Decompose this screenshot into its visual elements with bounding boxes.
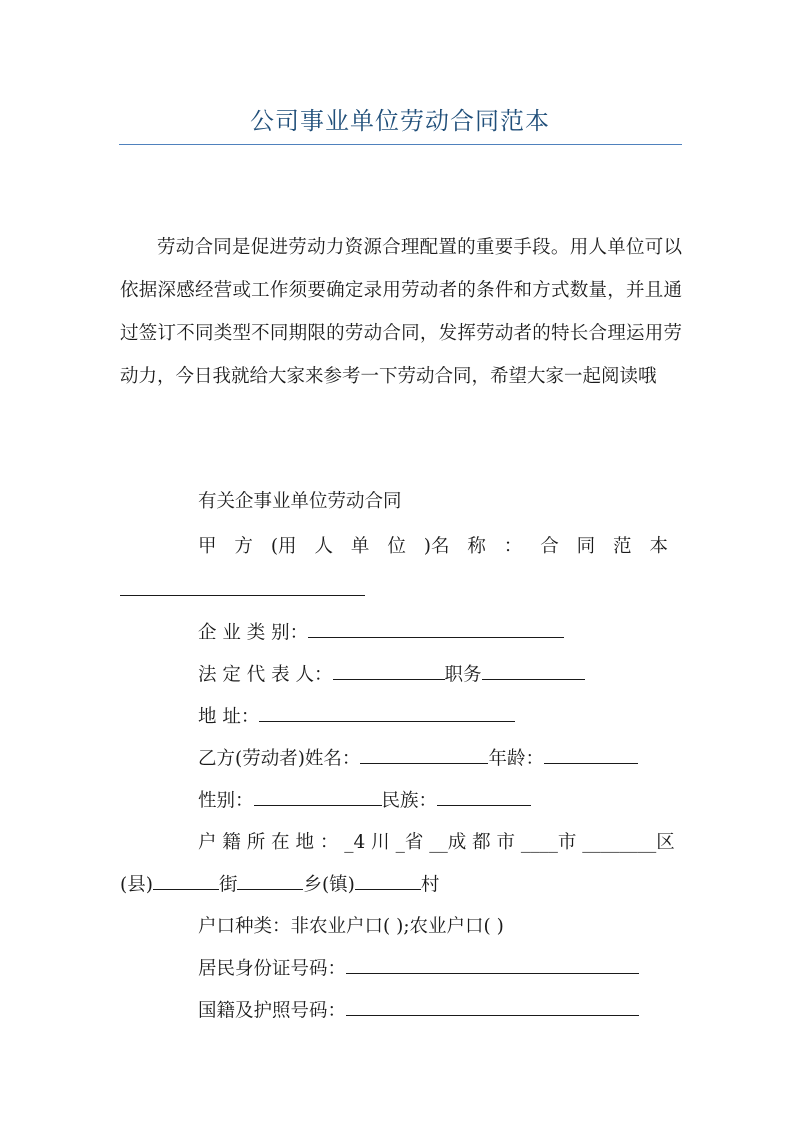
gender-blank: [254, 786, 382, 806]
party-a-char: 位: [387, 536, 406, 557]
address-blank: [259, 702, 515, 722]
township-label: 乡(镇): [303, 874, 355, 896]
position-blank: [482, 660, 585, 680]
party-a-char: 合: [540, 536, 559, 557]
party-a-char: 单: [350, 536, 370, 557]
passport-line: [198, 996, 639, 1022]
street-label: 街: [218, 874, 238, 896]
address-label: 地 址：: [198, 706, 260, 728]
ethnicity-blank: [437, 786, 531, 806]
position-label: 职务: [444, 664, 482, 686]
contract-heading: 有关企事业单位劳动合同: [198, 491, 402, 512]
party-a-name-line: [198, 532, 668, 558]
enterprise-type-blank: [308, 618, 564, 638]
party-a-char: ：: [503, 536, 523, 557]
id-number-line: [198, 954, 639, 980]
enterprise-type-line: [198, 618, 564, 644]
legal-rep-line: [198, 660, 585, 686]
title-underline: [119, 144, 682, 145]
age-label: 年龄：: [488, 748, 544, 770]
document-title: 公司事业单位劳动合同范本: [250, 107, 550, 135]
party-a-char: 本: [649, 536, 668, 557]
party-a-char: 同: [576, 536, 596, 557]
age-blank: [544, 744, 638, 764]
party-a-char: 范: [613, 536, 632, 557]
party-a-name-blank: [120, 576, 365, 601]
address-line: [198, 702, 515, 728]
party-a-char: 甲: [198, 536, 217, 557]
passport-blank: [346, 996, 639, 1016]
intro-paragraph: 劳动合同是促进劳动力资源合理配置的重要手段。用人单位可以依据深感经营或工作须要确定录用劳动者的条件和方式数量，并且通过签订不同类型不同期限的劳动合同，发挥劳动者的特长合理运用劳动力，今日我就给大家来参考一下劳动合同，希望大家一起阅读哦: [120, 237, 682, 387]
party-b-name-blank: [360, 744, 488, 764]
party-a-char: 称: [467, 536, 486, 557]
party-a-char: 人: [314, 536, 333, 557]
gender-label: 性别：: [198, 790, 254, 812]
party-a-char: )名: [423, 536, 450, 557]
enterprise-type-label: 企 业 类 别：: [198, 622, 309, 644]
ethnicity-label: 民族：: [381, 790, 438, 812]
party-b-name-label: 乙方(劳动者)姓名：: [198, 748, 361, 770]
legal-rep-label: 法 定 代 表 人：: [198, 664, 333, 686]
party-a-char: (用: [270, 536, 297, 557]
village-label: 村: [420, 874, 440, 896]
hukou-type-line: 户口种类：非农业户口( );农业户口( ): [198, 916, 504, 937]
passport-label: 国籍及护照号码：: [198, 1000, 347, 1022]
party-a-char: 方: [234, 536, 253, 557]
hukou-address-line: [120, 870, 439, 896]
legal-rep-blank: [333, 660, 445, 680]
id-number-blank: [346, 954, 639, 974]
county-label: (县): [120, 874, 153, 896]
id-number-label: 居民身份证号码：: [198, 958, 347, 980]
gender-line: [198, 786, 531, 812]
hukou-location-line: 户 籍 所 在 地 ： _4 川 _省 __成 都 市 ____市 ________区: [198, 832, 675, 853]
party-b-line: [198, 744, 638, 770]
